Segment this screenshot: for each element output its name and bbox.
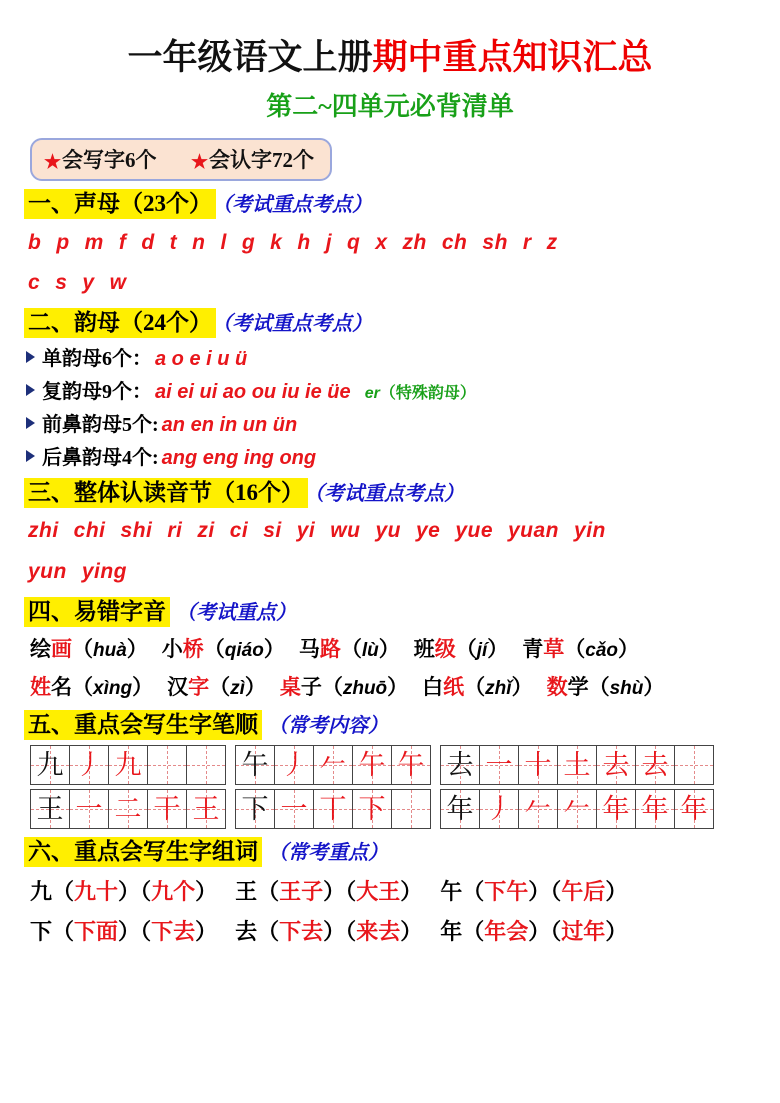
yicuo-char-highlight: 桥 [182, 637, 204, 662]
bullet-fuyunmu-special [365, 385, 476, 402]
shengmu-token: sh [482, 230, 508, 254]
shengmu-token: x [375, 230, 388, 254]
section-heading-zuci [24, 838, 758, 867]
section-heading-yunmu-note: （考试重点考点） [222, 312, 372, 335]
bullet-qianbiyunmu [26, 413, 758, 437]
triangle-bullet-icon [26, 351, 35, 363]
stroke-order-group [440, 745, 713, 829]
bullet-danyunmu [26, 347, 758, 371]
stroke-cell-step: 丿 [479, 789, 519, 829]
stroke-cell-empty [674, 745, 714, 785]
yicuo-char-plain: 白 [422, 675, 444, 700]
stroke-cell-step: 年 [674, 789, 714, 829]
stroke-cell-step: 土 [557, 745, 597, 785]
page-title-red: 期中重点知识汇总 [372, 38, 653, 77]
shengmu-token: n [192, 230, 206, 254]
star-icon: ★ [44, 151, 62, 173]
yicuo-pinyin: （cǎo） [564, 637, 640, 662]
stroke-cell-step: 一 [274, 789, 314, 829]
yicuo-char-plain: 学 [567, 675, 589, 700]
stroke-cell-step: 午 [352, 745, 392, 785]
stroke-cell-target-char: 九 [30, 745, 70, 785]
stroke-cell-step: 丿 [274, 745, 314, 785]
page-title-black: 一年级语文上册 [127, 38, 373, 77]
stroke-cell-step: 下 [352, 789, 392, 829]
yicuo-char-plain: 马 [298, 637, 320, 662]
zuci-row-1 [30, 878, 758, 907]
bullet-fuyunmu-special-note: （特殊韵母） [379, 384, 476, 402]
zuci-char: 去 [235, 918, 258, 944]
yicuo-char-highlight: 画 [51, 637, 72, 662]
section-heading-zuci-note: （常考重点） [268, 842, 388, 865]
stroke-cell-empty [186, 745, 226, 785]
zuci-word: （九个） [140, 879, 218, 905]
yicuo-pinyin: （zì） [209, 675, 266, 700]
count-item-recognize [191, 144, 314, 174]
yicuo-char-plain: 小 [161, 637, 183, 662]
stroke-cell-step: 𠂉 [518, 789, 558, 829]
stroke-order-group [235, 745, 430, 829]
shengmu-token: ch [441, 230, 468, 254]
zuci-word: （过年） [550, 918, 628, 944]
stroke-order-area [30, 745, 758, 829]
shengmu-row-2 [28, 267, 758, 300]
stroke-cell-step: 午 [391, 745, 431, 785]
bullet-fuyunmu-special-er: er [364, 384, 380, 402]
stroke-cell-step: 去 [635, 745, 675, 785]
triangle-bullet-icon [26, 450, 35, 462]
section-heading-shengmu [24, 190, 758, 219]
triangle-bullet-icon [26, 417, 35, 429]
bullet-qianbiyunmu-label: 前鼻韵母5个: [42, 413, 159, 436]
stroke-order-row [30, 789, 225, 829]
yicuo-pinyin: （jí） [455, 637, 509, 662]
yicuo-word-item [167, 674, 266, 702]
yicuo-char-highlight: 桌 [279, 675, 301, 700]
zhengti-token: ri [167, 519, 183, 543]
shengmu-token: k [270, 230, 283, 254]
zuci-word: （大王） [345, 879, 423, 905]
yicuo-pinyin: （qiáo） [203, 637, 285, 662]
zhengti-token: yu [375, 519, 401, 543]
zuci-char: 九 [30, 879, 53, 905]
stroke-cell-target-char: 去 [440, 745, 480, 785]
zuci-char: 下 [30, 918, 53, 944]
zuci-char: 年 [440, 918, 463, 944]
stroke-order-row [440, 745, 713, 785]
stroke-cell-step: 干 [147, 789, 187, 829]
bullet-fuyunmu-values: ai ei ui ao ou iu ie üe [155, 380, 351, 403]
section-heading-shengmu-title: 一、声母（23个） [24, 189, 216, 219]
stroke-cell-step: 𠂉 [557, 789, 597, 829]
yicuo-char-highlight: 级 [434, 637, 456, 662]
page-title [22, 0, 758, 78]
section-heading-bishun-note: （常考内容） [268, 714, 388, 737]
zhengti-token: ci [229, 519, 249, 543]
zuci-item [30, 878, 217, 907]
bullet-houbiyunmu [26, 446, 758, 470]
section-heading-bishun [24, 711, 758, 740]
yicuo-pinyin: （zhǐ） [464, 675, 533, 700]
zuci-char: 午 [440, 879, 463, 905]
bullet-danyunmu-label: 单韵母6个： [42, 347, 152, 370]
stroke-order-row [30, 745, 225, 785]
section-heading-yicuo-note: （考试重点） [176, 601, 296, 624]
zhengti-token: yi [296, 519, 316, 543]
zhengti-token: wu [330, 519, 361, 543]
shengmu-token: w [109, 271, 127, 295]
zhengti-token: yin [574, 519, 606, 543]
shengmu-token: r [522, 230, 532, 254]
zuci-item [440, 878, 627, 907]
zuci-word: （下午） [462, 879, 551, 905]
stroke-cell-step: 二 [108, 789, 148, 829]
section-heading-yicuo [24, 598, 758, 627]
stroke-order-group [30, 745, 225, 829]
zuci-item [235, 878, 422, 907]
stroke-order-row [440, 789, 713, 829]
yicuo-char-plain: 名 [51, 675, 72, 700]
zhengti-token: zhi [28, 519, 59, 543]
stroke-order-row [235, 789, 430, 829]
yicuo-word-item [162, 636, 285, 664]
stroke-cell-step: 一 [69, 789, 109, 829]
section-heading-zhengti [24, 479, 758, 508]
yicuo-char-highlight: 字 [188, 675, 210, 700]
shengmu-token: b [28, 230, 42, 254]
zhengti-token: yue [455, 519, 493, 543]
bullet-qianbiyunmu-values: an en in un ün [161, 413, 298, 436]
stroke-cell-empty [391, 789, 431, 829]
zhengti-token: shi [120, 519, 153, 543]
stroke-cell-step: 年 [596, 789, 636, 829]
section-heading-zuci-title: 六、重点会写生字组词 [24, 837, 262, 867]
yicuo-word-item [280, 674, 408, 702]
zhengti-token: yun [28, 560, 67, 584]
shengmu-token: c [28, 271, 41, 295]
zhengti-token: ying [81, 560, 128, 584]
stroke-order-row [235, 745, 430, 785]
character-count-box [30, 138, 332, 181]
yicuo-pinyin: （xìng） [72, 675, 154, 700]
section-heading-bishun-title: 五、重点会写生字笔顺 [24, 710, 262, 740]
section-heading-yunmu-title: 二、韵母（24个） [24, 308, 216, 338]
stroke-cell-target-char: 年 [440, 789, 480, 829]
shengmu-token: z [546, 230, 558, 254]
section-heading-shengmu-note: （考试重点考点） [222, 194, 372, 217]
zuci-word: （年会） [462, 918, 551, 944]
yicuo-pinyin: （zhuō） [321, 675, 409, 700]
stroke-cell-step: 十 [518, 745, 558, 785]
yicuo-char-highlight: 纸 [443, 675, 465, 700]
zuci-word: （王子） [257, 879, 346, 905]
shengmu-token: y [82, 271, 95, 295]
stroke-cell-empty [147, 745, 187, 785]
yicuo-row-1 [30, 636, 758, 664]
yicuo-pinyin: （lù） [340, 637, 400, 662]
section-heading-zhengti-note: （考试重点考点） [314, 482, 464, 505]
zuci-word: （九十） [52, 879, 141, 905]
shengmu-token: p [56, 230, 70, 254]
shengmu-token: t [169, 230, 178, 254]
stroke-cell-step: 年 [635, 789, 675, 829]
yicuo-char-plain: 汉 [167, 675, 189, 700]
zhengti-token: chi [73, 519, 106, 543]
stroke-cell-step: 𠂉 [313, 745, 353, 785]
shengmu-token: d [141, 230, 155, 254]
stroke-cell-step: 丅 [313, 789, 353, 829]
yicuo-row-2 [30, 674, 758, 702]
shengmu-token: f [118, 230, 127, 254]
zuci-item [30, 918, 217, 947]
stroke-cell-step: 一 [479, 745, 519, 785]
bullet-danyunmu-values: a o e i u ü [155, 347, 248, 370]
zhengti-token: zi [197, 519, 215, 543]
yicuo-word-item [547, 674, 665, 702]
star-icon: ★ [191, 151, 209, 173]
page-subtitle: 第二~四单元必背清单 [266, 92, 514, 122]
shengmu-token: s [55, 271, 68, 295]
section-heading-zhengti-title: 三、整体认读音节（16个） [24, 478, 308, 508]
yicuo-word-item [30, 674, 153, 702]
shengmu-token: g [241, 230, 256, 254]
shengmu-token: m [84, 230, 104, 254]
stroke-cell-target-char: 下 [235, 789, 275, 829]
shengmu-token: h [297, 230, 311, 254]
shengmu-token: q [347, 230, 361, 254]
zhengti-token: yuan [508, 519, 560, 543]
yicuo-char-highlight: 姓 [30, 675, 51, 700]
zuci-word: （下去） [140, 918, 218, 944]
shengmu-token: l [220, 230, 227, 254]
stroke-cell-target-char: 午 [235, 745, 275, 785]
yicuo-char-highlight: 草 [543, 637, 565, 662]
zuci-row-2 [30, 918, 758, 947]
yicuo-char-highlight: 数 [546, 675, 568, 700]
shengmu-token: j [325, 230, 333, 254]
zuci-word: （来去） [345, 918, 423, 944]
stroke-cell-step: 九 [108, 745, 148, 785]
zuci-item [440, 918, 627, 947]
zuci-char: 王 [235, 879, 258, 905]
bullet-houbiyunmu-values: ang eng ing ong [161, 446, 317, 469]
yicuo-char-highlight: 路 [319, 637, 341, 662]
yicuo-char-plain: 班 [413, 637, 435, 662]
zhengti-token: ye [415, 519, 441, 543]
zuci-item [235, 918, 422, 947]
triangle-bullet-icon [26, 384, 35, 396]
zhengti-token: si [263, 519, 282, 543]
zhengti-row-2 [28, 556, 758, 589]
shengmu-row-1 [28, 227, 758, 260]
bullet-houbiyunmu-label: 后鼻韵母4个: [42, 446, 159, 469]
yicuo-pinyin: （huà） [72, 637, 148, 662]
count-item-recognize-label: 会认字72个 [209, 148, 315, 173]
zhengti-row-1 [28, 515, 758, 548]
zuci-word: （下面） [52, 918, 141, 944]
yicuo-char-plain: 绘 [30, 637, 51, 662]
yicuo-char-plain: 青 [522, 637, 544, 662]
count-item-write-label: 会写字6个 [62, 148, 157, 173]
stroke-cell-step: 王 [186, 789, 226, 829]
section-heading-yunmu [24, 309, 758, 338]
yicuo-word-item [299, 636, 400, 664]
yicuo-word-item [522, 636, 639, 664]
yicuo-word-item [30, 636, 148, 664]
yicuo-word-item [422, 674, 532, 702]
stroke-cell-step: 丿 [69, 745, 109, 785]
stroke-cell-target-char: 王 [30, 789, 70, 829]
stroke-cell-step: 去 [596, 745, 636, 785]
zuci-word: （下去） [257, 918, 346, 944]
yicuo-word-item [414, 636, 509, 664]
yicuo-pinyin: （shù） [588, 675, 665, 700]
section-heading-yicuo-title: 四、易错字音 [24, 597, 170, 627]
count-item-write [44, 144, 157, 174]
bullet-fuyunmu-label: 复韵母9个： [42, 380, 152, 403]
shengmu-token: zh [402, 230, 427, 254]
bullet-fuyunmu [26, 380, 758, 404]
yicuo-char-plain: 子 [300, 675, 322, 700]
zuci-word: （午后） [550, 879, 628, 905]
